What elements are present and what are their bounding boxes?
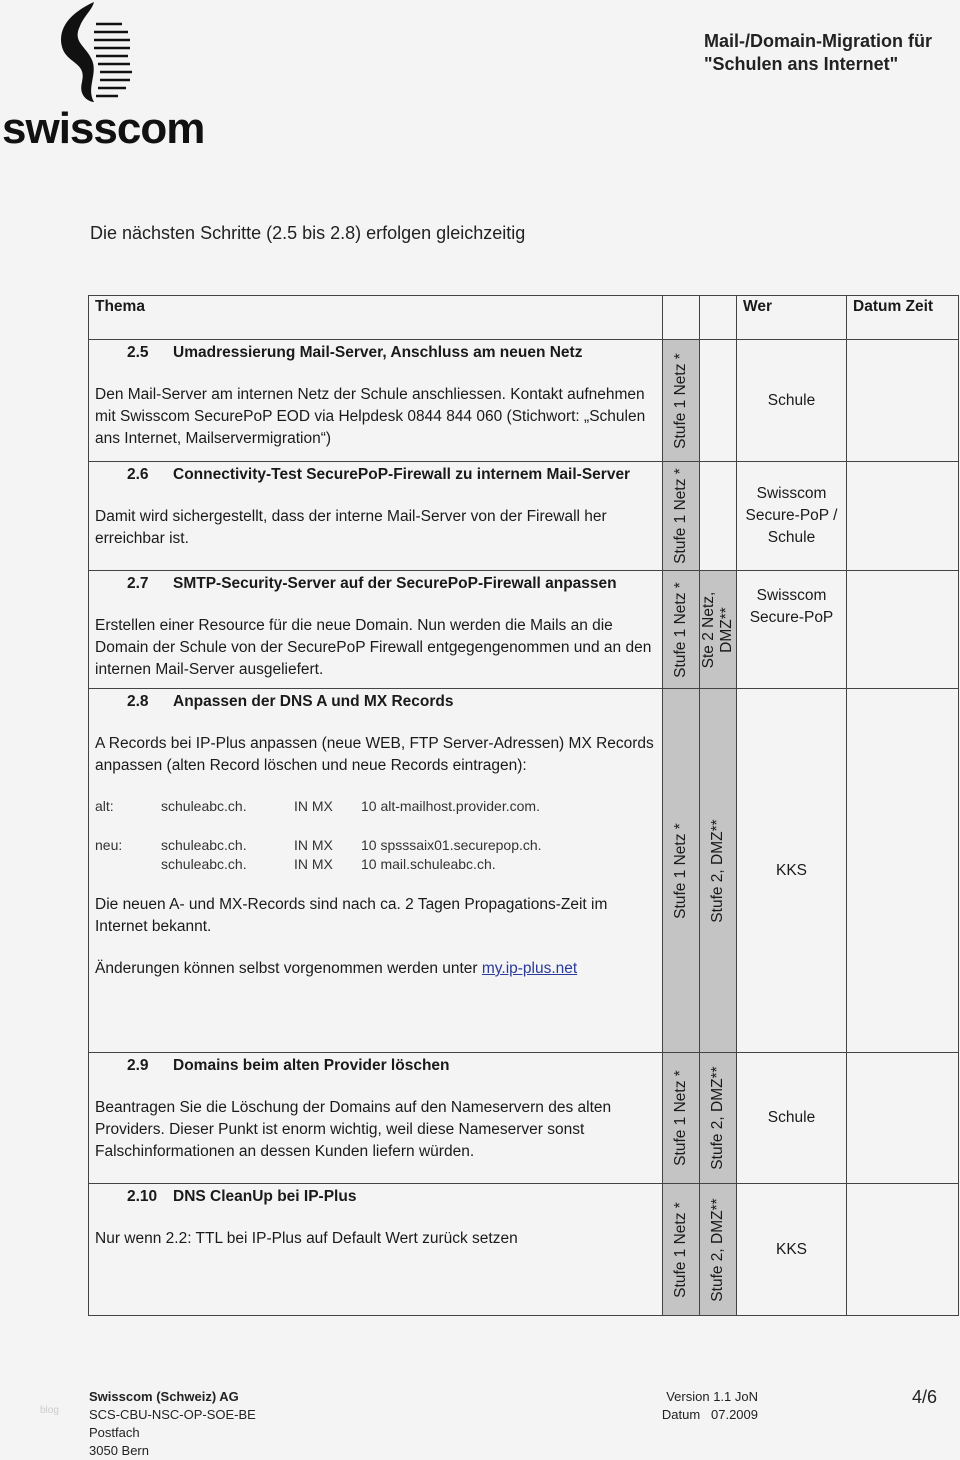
table-header-row [89, 296, 959, 340]
table-cell: Swisscom Secure-PoP [737, 571, 847, 689]
table-row [89, 571, 959, 689]
table-cell [847, 689, 959, 1053]
table-cell [700, 462, 737, 571]
header-thema: Thema [89, 296, 663, 340]
table-row [89, 1053, 959, 1184]
table-cell: Swisscom Secure-PoP / Schule [737, 462, 847, 571]
watermark: blog [40, 1405, 59, 1416]
table-cell: 2.7 SMTP-Security-Server auf der SecurePoP-Firewall anpassen Erstellen einer Resource für die neue Domain. Nun werden die Mails an die Domain der Schule von der SecurePoP Firewall entgegengenommen und an den internen Mail-Server ausgeliefert. [89, 571, 663, 689]
table-cell: KKS [737, 689, 847, 1053]
table-cell: Stufe 1 Netz * [663, 462, 700, 571]
footer-address: Swisscom (Schweiz) AG SCS-CBU-NSC-OP-SOE-BE Postfach 3050 Bern [89, 1389, 256, 1458]
table-cell: Schule [737, 1053, 847, 1184]
dns-record: neu: schuleabc.ch. IN MX 10 spsssaix01.securepop.ch. [95, 837, 542, 853]
table-cell: 2.8 Anpassen der DNS A und MX Records A Records bei IP-Plus anpassen (neue WEB, FTP Server-Adressen) MX Records anpassen (alten Record löschen und neue Records eintragen): alt: schuleabc.ch. IN MX 10 alt-mailhost.provider.com. neu: schuleabc.ch. IN MX 10 spsssaix01.securepop.ch. schuleabc.ch. IN MX 10 mail.schuleabc.ch. Die neuen A- und MX-Records sind nach ca. 2 Tagen Propagations-Zeit im Internet bekannt. Änderungen können selbst vorgenommen werden unter my.ip-plus.net [89, 689, 663, 1053]
table-cell: Stufe 1 Netz * [663, 1184, 700, 1316]
table-cell: Stufe 2, DMZ** [700, 1184, 737, 1316]
header-datum: Datum Zeit [847, 296, 959, 340]
table-cell [847, 1053, 959, 1184]
table-cell: Ste 2 Netz, DMZ** [700, 571, 737, 689]
table-cell: KKS [737, 1184, 847, 1316]
table-cell: Stufe 1 Netz * [663, 1053, 700, 1184]
intro-text: Die nächsten Schritte (2.5 bis 2.8) erfolgen gleichzeitig [90, 223, 526, 243]
table-cell: Stufe 2, DMZ** [700, 1053, 737, 1184]
table-cell: 2.10 DNS CleanUp bei IP-Plus Nur wenn 2.2: TTL bei IP-Plus auf Default Wert zurück setzen [89, 1184, 663, 1316]
table-cell [663, 296, 700, 340]
logo-wordmark: swisscom [2, 104, 205, 153]
document-title: Mail-/Domain-Migration für "Schulen ans Internet" [704, 31, 932, 74]
table-cell [847, 571, 959, 689]
table-row [89, 340, 959, 462]
table-row [89, 689, 959, 1053]
page-number: 4/6 [912, 1387, 938, 1407]
table-cell: 2.9 Domains beim alten Provider löschen Beantragen Sie die Löschung der Domains auf den Nameservern des alten Providers. Dieser Punkt ist enorm wichtig, weil diese Nameserver sonst Falschinformationen an dessen Kunden liefern würden. [89, 1053, 663, 1184]
table-cell: Stufe 2, DMZ** [700, 689, 737, 1053]
table-cell [700, 340, 737, 462]
table-cell: 2.5 Umadressierung Mail-Server, Anschluss am neuen Netz Den Mail-Server am internen Netz der Schule anschliessen. Kontakt aufnehmen mit Swisscom SecurePoP EOD via Helpdesk 0844 844 060 (Stichwort: „Schulen ans Internet, Mailservermigration“) [89, 340, 663, 462]
steps-table [88, 295, 959, 1316]
table-row [89, 462, 959, 571]
table-cell: Schule [737, 340, 847, 462]
table-cell: Stufe 1 Netz * [663, 340, 700, 462]
header-wer: Wer [737, 296, 847, 340]
table-row [89, 1184, 959, 1316]
dns-record: schuleabc.ch. IN MX 10 mail.schuleabc.ch. [161, 856, 496, 872]
table-cell [847, 340, 959, 462]
table-cell [847, 462, 959, 571]
table-cell [700, 296, 737, 340]
table-cell: Stufe 1 Netz * [663, 689, 700, 1053]
table-cell [847, 1184, 959, 1316]
footer-version: Version 1.1 JoN Datum 07.2009 [661, 1389, 758, 1422]
dns-record: alt: schuleabc.ch. IN MX 10 alt-mailhost.provider.com. [95, 798, 540, 814]
table-cell: 2.6 Connectivity-Test SecurePoP-Firewall zu internem Mail-Server Damit wird sichergestellt, dass der interne Mail-Server von der Firewall her erreichbar ist. [89, 462, 663, 571]
ip-plus-link[interactable]: my.ip-plus.net [481, 960, 578, 977]
table-cell: Stufe 1 Netz * [663, 571, 700, 689]
